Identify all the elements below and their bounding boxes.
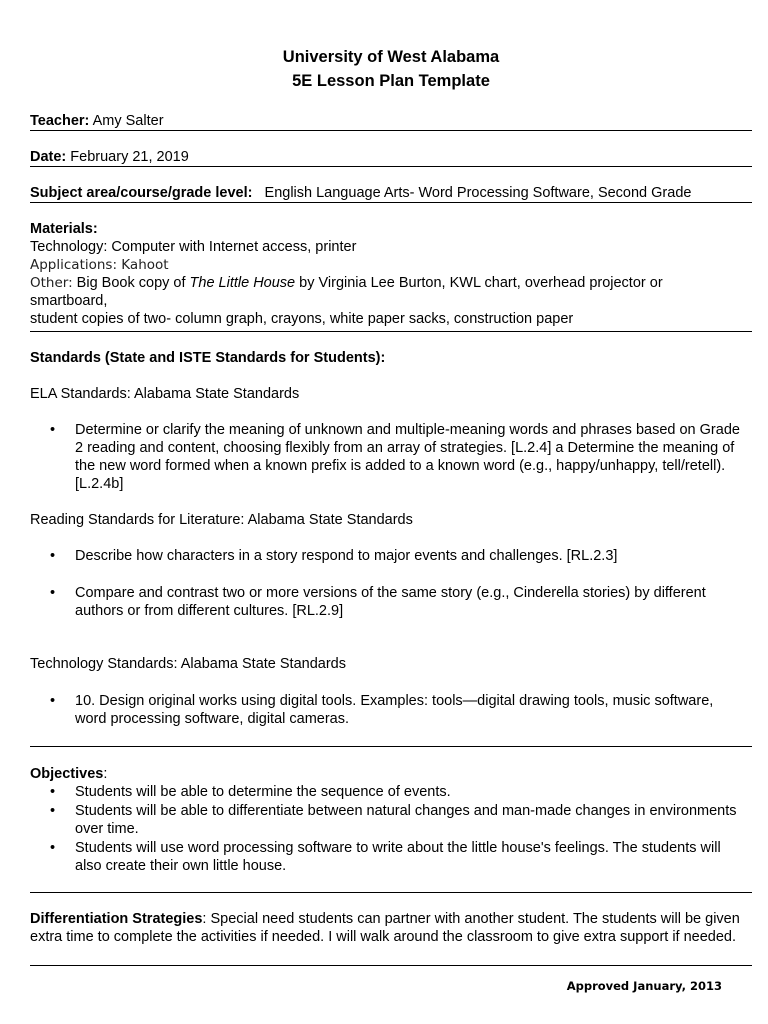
reading-heading: Reading Standards for Literature: Alabama State Standards	[30, 512, 413, 528]
teacher-field	[30, 112, 752, 130]
materials-other-text-2: by Virginia Lee Burton, KWL chart, overhead projector or	[295, 275, 663, 291]
bullet-icon: •	[50, 548, 56, 564]
divider	[30, 746, 752, 747]
tech-heading: Technology Standards: Alabama State Standards	[30, 656, 346, 672]
materials-label: Materials:	[30, 221, 98, 237]
materials-other-prefix: Other:	[30, 275, 73, 291]
objectives-heading	[30, 765, 752, 783]
reading-standard-text: Compare and contrast two or more versions of the same story (e.g., Cinderella stories) by different authors or from different cultures. [RL.2.9]	[75, 585, 706, 619]
differentiation-section	[30, 910, 752, 946]
subject-value: English Language Arts- Word Processing Software, Second Grade	[264, 185, 692, 201]
divider	[30, 166, 752, 167]
book-title: The Little House	[189, 275, 296, 291]
differentiation-label: Differentiation Strategies	[30, 911, 203, 927]
template-title: 5E Lesson Plan Template	[292, 72, 490, 90]
tech-standard-text: 10. Design original works using digital tools. Examples: tools—digital drawing tools, music software, word processing software, digital cameras.	[75, 693, 714, 727]
bullet-icon: •	[50, 784, 56, 800]
materials-technology: Technology: Computer with Internet access, printer	[30, 239, 357, 255]
divider	[30, 965, 752, 966]
objective-text: Students will be able to determine the sequence of events.	[75, 784, 451, 800]
ela-standard-text: Determine or clarify the meaning of unknown and multiple-meaning words and phrases based on Grade 2 reading and content, choosing flexibly from an array of strategies. [L.2.4] a Determine the meaning of the new word formed when a known prefix is added to a known word (e.g., happy/unhappy, tell/retell). [L.2.4b]	[75, 422, 740, 492]
ela-heading: ELA Standards: Alabama State Standards	[30, 386, 300, 402]
divider	[30, 202, 752, 203]
subject-label: Subject area/course/grade level:	[30, 185, 253, 201]
teacher-label: Teacher:	[30, 113, 90, 129]
bullet-icon: •	[50, 585, 56, 601]
date-value: February 21, 2019	[70, 149, 189, 165]
university-title: University of West Alabama	[282, 48, 500, 66]
bullet-icon: •	[50, 840, 56, 856]
bullet-icon: •	[50, 693, 56, 709]
objectives-label: Objectives	[30, 766, 104, 782]
divider	[30, 130, 752, 131]
materials-other	[30, 274, 752, 292]
standards-label: Standards (State and ISTE Standards for Students):	[30, 350, 386, 366]
objective-text: Students will use word processing software to write about the little house's feelings. The students will also create their own little house.	[75, 840, 721, 874]
materials-other-line3: student copies of two- column graph, crayons, white paper sacks, construction paper	[30, 311, 574, 327]
divider	[30, 892, 752, 893]
date-field	[30, 148, 752, 166]
objective-text: Students will be able to differentiate between natural changes and man-made changes in environments over time.	[75, 803, 737, 837]
divider	[30, 331, 752, 332]
teacher-value: Amy Salter	[92, 113, 164, 129]
reading-standard-text: Describe how characters in a story respond to major events and challenges. [RL.2.3]	[75, 548, 618, 564]
materials-other-line2: smartboard,	[30, 293, 108, 309]
subject-field	[30, 184, 752, 202]
date-label: Date:	[30, 149, 67, 165]
materials-applications: Applications: Kahoot	[30, 257, 169, 273]
objectives-colon: :	[103, 766, 108, 782]
bullet-icon: •	[50, 422, 56, 438]
differentiation-text: : Special need students can partner with another student. The students will be given extra time to complete the activities if needed. I will walk around the classroom to give extra support if needed.	[30, 911, 740, 945]
materials-section	[30, 220, 752, 328]
bullet-icon: •	[50, 803, 56, 819]
materials-other-text-1: Big Book copy of	[72, 275, 190, 291]
approved-footer: Approved January, 2013	[566, 979, 722, 993]
